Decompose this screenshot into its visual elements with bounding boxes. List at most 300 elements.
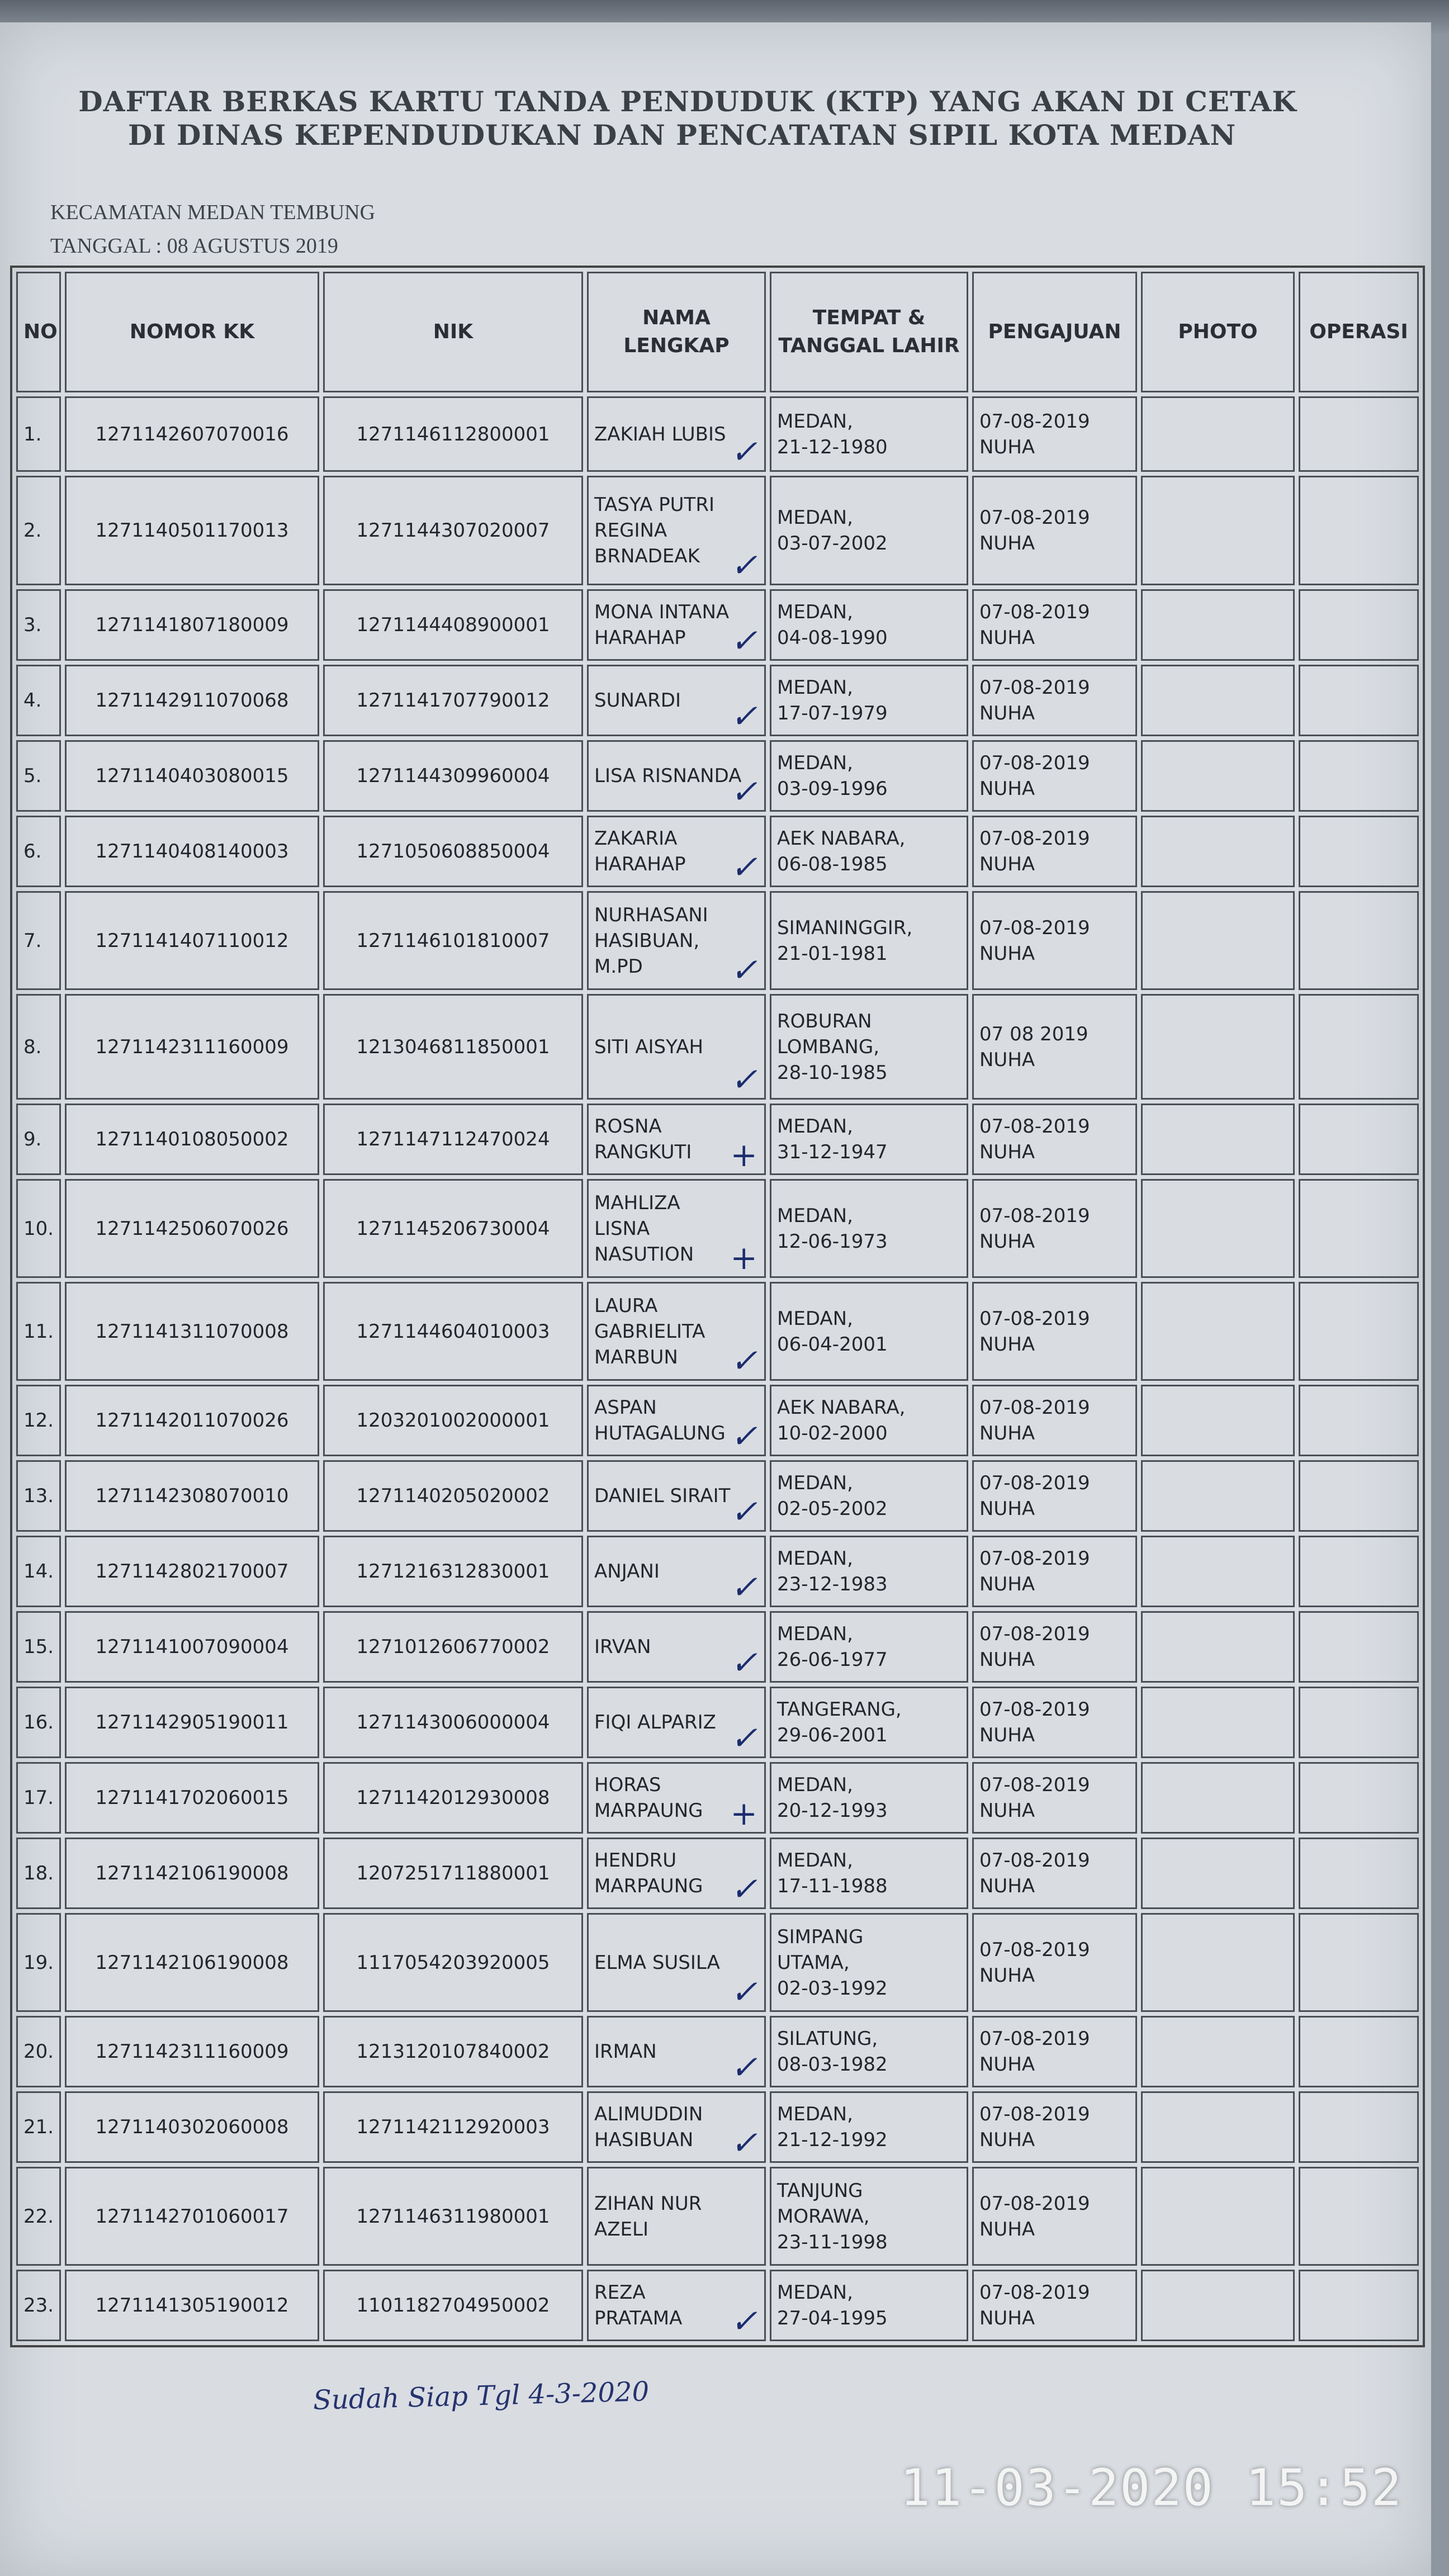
full-name-cell [587,1179,766,1278]
row-number [16,1611,61,1683]
full-name-cell [587,1838,766,1909]
submission-cell-text: 07-08-2019 NUHA [979,1204,1090,1253]
kk-number-cell [65,1104,319,1175]
photo-cell [1141,2091,1295,2163]
nik-cell-text: 1271144309960004 [356,765,550,787]
operator-cell [1299,1913,1419,2012]
full-name-cell-text: LISA RISNANDA [594,765,742,787]
nik-cell-text: 1271144307020007 [356,519,550,542]
checkmark-icon: ✓ [730,1342,757,1380]
table-row [16,1913,1419,2012]
checkmark-icon: ✓ [730,1644,757,1682]
row-number-text: 21. [23,2116,54,2138]
row-number-text: 8. [23,1035,42,1058]
table-row [16,476,1419,585]
birth-place-date-cell [770,1460,968,1532]
full-name-cell-text: ZAKARIA HARAHAP [594,827,686,875]
photo-cell [1141,665,1295,736]
photo-cell [1141,2167,1295,2266]
kk-number-cell [65,2270,319,2341]
submission-cell-text: 07-08-2019 NUHA [979,1938,1090,1987]
full-name-cell-text: DANIEL SIRAIT [594,1485,731,1507]
nik-cell [323,396,583,472]
table-row [16,1536,1419,1607]
operator-cell [1299,396,1419,472]
row-number-text: 7. [23,929,42,952]
submission-cell-text: 07-08-2019 NUHA [979,601,1090,649]
birth-place-date-cell [770,1385,968,1456]
row-number [16,2270,61,2341]
kk-number-cell [65,589,319,661]
birth-place-date-cell [770,1104,968,1175]
kk-number-cell [65,1460,319,1532]
header-nik: NIK [323,272,583,392]
checkmark-icon: ✓ [730,433,757,471]
birth-place-date-cell [770,816,968,887]
row-number-text: 4. [23,689,42,712]
submission-cell [972,1611,1137,1683]
checkmark-icon: ✓ [730,773,757,811]
birth-place-date-cell [770,1762,968,1834]
photo-cell [1141,476,1295,585]
submission-cell-text: 07-08-2019 NUHA [979,2281,1090,2329]
table-row [16,2167,1419,2266]
table-row [16,1460,1419,1532]
row-number [16,891,61,990]
document-page [0,22,1431,2576]
submission-cell [972,589,1137,661]
nik-cell [323,1104,583,1175]
submission-cell-text: 07-08-2019 NUHA [979,827,1090,875]
submission-cell [972,1385,1137,1456]
full-name-cell [587,1104,766,1175]
row-number-text: 16. [23,1711,54,1734]
full-name-cell-text: IRMAN [594,2040,657,2063]
operator-cell [1299,1536,1419,1607]
submission-cell [972,2270,1137,2341]
submission-cell [972,1179,1137,1278]
nik-cell [323,1913,583,2012]
row-number-text: 6. [23,840,42,863]
nik-cell-text: 1271145206730004 [356,1217,550,1240]
nik-cell-text: 1213120107840002 [356,2040,550,2063]
full-name-cell-text: MAHLIZA LISNA NASUTION [594,1191,694,1266]
birth-place-date-cell-text: MEDAN, 03-07-2002 [777,506,888,555]
birth-place-date-cell-text: MEDAN, 06-04-2001 [777,1307,888,1356]
kk-number-cell-text: 1271142701060017 [95,2205,289,2228]
row-number [16,1536,61,1607]
kk-number-cell [65,2016,319,2087]
photo-cell [1141,1460,1295,1532]
row-number [16,476,61,585]
nik-cell-text: 1271050608850004 [356,840,550,863]
table-body [16,396,1419,2341]
birth-place-date-cell [770,1687,968,1758]
table-row [16,891,1419,990]
submission-cell [972,994,1137,1100]
submission-cell [972,816,1137,887]
row-number [16,1838,61,1909]
birth-place-date-cell-text: SIMANINGGIR, 21-01-1981 [777,916,913,965]
document-title-line-1: DAFTAR BERKAS KARTU TANDA PENDUDUK (KTP) YANG AKAN DI CETAK [78,85,1297,118]
row-number-text: 10. [23,1217,54,1240]
full-name-cell-text: HENDRU MARPAUNG [594,1849,703,1897]
row-number [16,740,61,812]
checkmark-icon: ✓ [730,2048,757,2086]
full-name-cell-text: MONA INTANA HARAHAP [594,601,730,649]
checkmark-icon: ✓ [730,546,757,584]
row-number-text: 14. [23,1560,54,1583]
table-row [16,1179,1419,1278]
table-row [16,740,1419,812]
kk-number-cell [65,1762,319,1834]
submission-cell-text: 07-08-2019 NUHA [979,2103,1090,2151]
nik-cell [323,1282,583,1381]
operator-cell [1299,1385,1419,1456]
kk-number-cell-text: 1271142106190008 [95,1951,289,1974]
kk-number-cell-text: 1271141007090004 [95,1636,289,1658]
photo-cell [1141,1536,1295,1607]
kk-number-cell-text: 1271141311070008 [95,1320,289,1343]
kk-number-cell-text: 1271142311160009 [95,1035,289,1058]
photo-cell [1141,2270,1295,2341]
operator-cell [1299,476,1419,585]
kk-number-cell [65,994,319,1100]
full-name-cell [587,476,766,585]
birth-place-date-cell [770,994,968,1100]
kk-number-cell [65,1536,319,1607]
full-name-cell [587,1385,766,1456]
kk-number-cell-text: 1271140408140003 [95,840,289,863]
photo-cell [1141,396,1295,472]
date-label: TANGGAL : 08 AGUSTUS 2019 [50,234,338,258]
row-number-text: 20. [23,2040,54,2063]
photo-cell [1141,1611,1295,1683]
row-number [16,1913,61,2012]
submission-cell-text: 07 08 2019 NUHA [979,1022,1088,1071]
kk-number-cell [65,1179,319,1278]
birth-place-date-cell-text: TANGERANG, 29-06-2001 [777,1698,902,1746]
table-row [16,665,1419,736]
nik-cell [323,1611,583,1683]
kk-number-cell-text: 1271140403080015 [95,765,289,787]
nik-cell [323,1385,583,1456]
row-number-text: 5. [23,765,42,787]
full-name-cell [587,891,766,990]
birth-place-date-cell [770,1282,968,1381]
row-number-text: 23. [23,2294,54,2317]
full-name-cell [587,589,766,661]
birth-place-date-cell-text: MEDAN, 23-12-1983 [777,1547,888,1595]
birth-place-date-cell-text: MEDAN, 17-11-1988 [777,1849,888,1897]
birth-place-date-cell [770,2016,968,2087]
full-name-cell-text: SITI AISYAH [594,1035,704,1058]
birth-place-date-cell-text: MEDAN, 21-12-1980 [777,410,888,458]
checkmark-icon: ✓ [730,1568,757,1606]
cross-mark-icon: + [730,1794,757,1832]
full-name-cell-text: IRVAN [594,1636,651,1658]
nik-cell [323,1838,583,1909]
full-name-cell-text: ZAKIAH LUBIS [594,423,726,446]
row-number-text: 2. [23,519,42,542]
full-name-cell [587,2167,766,2266]
checkmark-icon: ✓ [730,1417,757,1455]
full-name-cell [587,1536,766,1607]
submission-cell [972,1913,1137,2012]
operator-cell [1299,994,1419,1100]
nik-cell-text: 1271144604010003 [356,1320,550,1343]
document-title-line-2: DI DINAS KEPENDUDUKAN DAN PENCATATAN SIPIL KOTA MEDAN [127,119,1237,151]
photo-cell [1141,1913,1295,2012]
row-number [16,2167,61,2266]
photo-cell [1141,740,1295,812]
kk-number-cell-text: 1271140302060008 [95,2116,289,2138]
nik-cell-text: 1271142112920003 [356,2116,550,2138]
kk-number-cell-text: 1271142607070016 [95,423,289,446]
birth-place-date-cell-text: MEDAN, 20-12-1993 [777,1774,888,1822]
checkmark-icon: ✓ [730,1060,757,1098]
row-number [16,589,61,661]
submission-cell [972,665,1137,736]
nik-cell-text: 1271147112470024 [356,1128,550,1150]
submission-cell-text: 07-08-2019 NUHA [979,410,1090,458]
full-name-cell [587,1913,766,2012]
row-number-text: 1. [23,423,42,446]
submission-cell-text: 07-08-2019 NUHA [979,1849,1090,1897]
full-name-cell-text: ZIHAN NUR AZELI [594,2192,702,2241]
nik-cell-text: 1271143006000004 [356,1711,550,1734]
header-no: NO [16,272,61,392]
nik-cell [323,2167,583,2266]
row-number-text: 15. [23,1636,54,1658]
checkmark-icon: ✓ [730,697,757,735]
nik-cell [323,816,583,887]
full-name-cell-text: FIQI ALPARIZ [594,1711,716,1734]
submission-cell [972,1536,1137,1607]
row-number-text: 3. [23,614,42,636]
submission-cell [972,2167,1137,2266]
submission-cell-text: 07-08-2019 NUHA [979,1115,1090,1163]
full-name-cell [587,1282,766,1381]
kk-number-cell [65,816,319,887]
operator-cell [1299,740,1419,812]
birth-place-date-cell-text: MEDAN, 27-04-1995 [777,2281,888,2329]
birth-place-date-cell-text: SIMPANG UTAMA, 02-03-1992 [777,1925,888,2000]
nik-cell-text: 1203201002000001 [356,1409,550,1432]
submission-cell [972,2016,1137,2087]
submission-cell [972,891,1137,990]
kk-number-cell-text: 1271141305190012 [95,2294,289,2317]
submission-cell-text: 07-08-2019 NUHA [979,1307,1090,1356]
photo-timestamp: 11-03-2020 15:52 [900,2459,1403,2517]
table-row [16,1385,1419,1456]
kk-number-cell [65,1913,319,2012]
nik-cell-text: 1271146112800001 [356,423,550,446]
row-number-text: 17. [23,1787,54,1809]
birth-place-date-cell-text: AEK NABARA, 10-02-2000 [777,1396,906,1445]
birth-place-date-cell [770,1838,968,1909]
nik-cell-text: 1117054203920005 [356,1951,550,1974]
kk-number-cell [65,665,319,736]
table-row [16,2016,1419,2087]
checkmark-icon: ✓ [730,1719,757,1757]
row-number [16,1179,61,1278]
nik-cell-text: 1101182704950002 [356,2294,550,2317]
nik-cell [323,476,583,585]
kk-number-cell [65,396,319,472]
kk-number-cell-text: 1271141407110012 [95,929,289,952]
nik-cell [323,1536,583,1607]
nik-cell-text: 1271216312830001 [356,1560,550,1583]
kk-number-cell [65,1838,319,1909]
nik-cell-text: 1207251711880001 [356,1862,550,1884]
kk-number-cell-text: 1271140501170013 [95,519,289,542]
header-photo: PHOTO [1141,272,1295,392]
kk-number-cell-text: 1271141807180009 [95,614,289,636]
operator-cell [1299,2016,1419,2087]
photo-cell [1141,994,1295,1100]
kk-number-cell [65,2167,319,2266]
birth-place-date-cell [770,2167,968,2266]
submission-cell-text: 07-08-2019 NUHA [979,1472,1090,1520]
header-submission: PENGAJUAN [972,272,1137,392]
row-number [16,1104,61,1175]
table-row [16,396,1419,472]
row-number [16,1687,61,1758]
nik-cell-text: 1271012606770002 [356,1636,550,1658]
operator-cell [1299,2091,1419,2163]
table-row [16,1104,1419,1175]
photo-cell [1141,1179,1295,1278]
checkmark-icon: ✓ [730,1973,757,2011]
birth-place-date-cell [770,740,968,812]
operator-cell [1299,1282,1419,1381]
submission-cell-text: 07-08-2019 NUHA [979,752,1090,800]
submission-cell-text: 07-08-2019 NUHA [979,506,1090,555]
kk-number-cell [65,476,319,585]
kk-number-cell [65,1385,319,1456]
birth-place-date-cell [770,1913,968,2012]
photo-cell [1141,1838,1295,1909]
operator-cell [1299,2167,1419,2266]
full-name-cell-text: LAURA GABRIELITA MARBUN [594,1294,705,1368]
nik-cell [323,740,583,812]
full-name-cell-text: ASPAN HUTAGALUNG [594,1396,726,1445]
full-name-cell-text: ANJANI [594,1560,660,1583]
operator-cell [1299,1687,1419,1758]
nik-cell [323,1460,583,1532]
row-number [16,2016,61,2087]
nik-cell [323,665,583,736]
submission-cell-text: 07-08-2019 NUHA [979,1698,1090,1746]
submission-cell-text: 07-08-2019 NUHA [979,2028,1090,2076]
nik-cell-text: 1213046811850001 [356,1035,550,1058]
full-name-cell [587,2016,766,2087]
nik-cell [323,891,583,990]
table-row [16,1611,1419,1683]
kk-number-cell [65,891,319,990]
table-row [16,1762,1419,1834]
nik-cell [323,994,583,1100]
submission-cell [972,740,1137,812]
ktp-list-table [10,266,1425,2347]
submission-cell-text: 07-08-2019 NUHA [979,2192,1090,2241]
nik-cell-text: 1271141707790012 [356,689,550,712]
submission-cell-text: 07-08-2019 NUHA [979,676,1090,724]
birth-place-date-cell-text: SILATUNG, 08-03-1982 [777,2028,888,2076]
kk-number-cell [65,1282,319,1381]
birth-place-date-cell-text: MEDAN, 21-12-1992 [777,2103,888,2151]
nik-cell [323,1762,583,1834]
full-name-cell [587,740,766,812]
photo-cell [1141,1687,1295,1758]
full-name-cell-text: ALIMUDDIN HASIBUAN [594,2103,703,2151]
birth-place-date-cell [770,2270,968,2341]
nik-cell [323,2016,583,2087]
kk-number-cell-text: 1271142106190008 [95,1862,289,1884]
submission-cell [972,1687,1137,1758]
row-number-text: 11. [23,1320,54,1343]
header-birth-place-date: TEMPAT & TANGGAL LAHIR [770,272,968,392]
submission-cell [972,396,1137,472]
full-name-cell-text: HORAS MARPAUNG [594,1774,703,1822]
full-name-cell [587,2270,766,2341]
photo-cell [1141,1762,1295,1834]
header-operator: OPERASI [1299,272,1419,392]
table-row [16,2091,1419,2163]
photo-cell [1141,2016,1295,2087]
table-row [16,1687,1419,1758]
kk-number-cell-text: 1271141702060015 [95,1787,289,1809]
birth-place-date-cell-text: MEDAN, 31-12-1947 [777,1115,888,1163]
kk-number-cell [65,1687,319,1758]
kk-number-cell-text: 1271142011070026 [95,1409,289,1432]
submission-cell-text: 07-08-2019 NUHA [979,1396,1090,1445]
submission-cell [972,476,1137,585]
birth-place-date-cell [770,1536,968,1607]
nik-cell-text: 1271144408900001 [356,614,550,636]
operator-cell [1299,2270,1419,2341]
operator-cell [1299,1838,1419,1909]
submission-cell-text: 07-08-2019 NUHA [979,1623,1090,1671]
photo-cell [1141,1104,1295,1175]
photo-cell [1141,1282,1295,1381]
row-number [16,1460,61,1532]
full-name-cell [587,994,766,1100]
birth-place-date-cell-text: AEK NABARA, 06-08-1985 [777,827,906,875]
row-number-text: 19. [23,1951,54,1974]
row-number-text: 12. [23,1409,54,1432]
row-number [16,994,61,1100]
birth-place-date-cell-text: MEDAN, 04-08-1990 [777,601,888,649]
kk-number-cell-text: 1271142308070010 [95,1485,289,1507]
birth-place-date-cell [770,589,968,661]
kk-number-cell [65,740,319,812]
checkmark-icon: ✓ [730,1493,757,1531]
submission-cell [972,1460,1137,1532]
birth-place-date-cell-text: ROBURAN LOMBANG, 28-10-1985 [777,1010,888,1084]
row-number-text: 18. [23,1862,54,1884]
checkmark-icon: ✓ [730,951,757,989]
cross-mark-icon: + [730,1239,757,1277]
kk-number-cell-text: 1271142311160009 [95,2040,289,2063]
kk-number-cell-text: 1271142905190011 [95,1711,289,1734]
nik-cell-text: 1271146311980001 [356,2205,550,2228]
row-number-text: 9. [23,1128,42,1150]
checkmark-icon: ✓ [730,2124,757,2162]
full-name-cell [587,1611,766,1683]
submission-cell [972,1282,1137,1381]
